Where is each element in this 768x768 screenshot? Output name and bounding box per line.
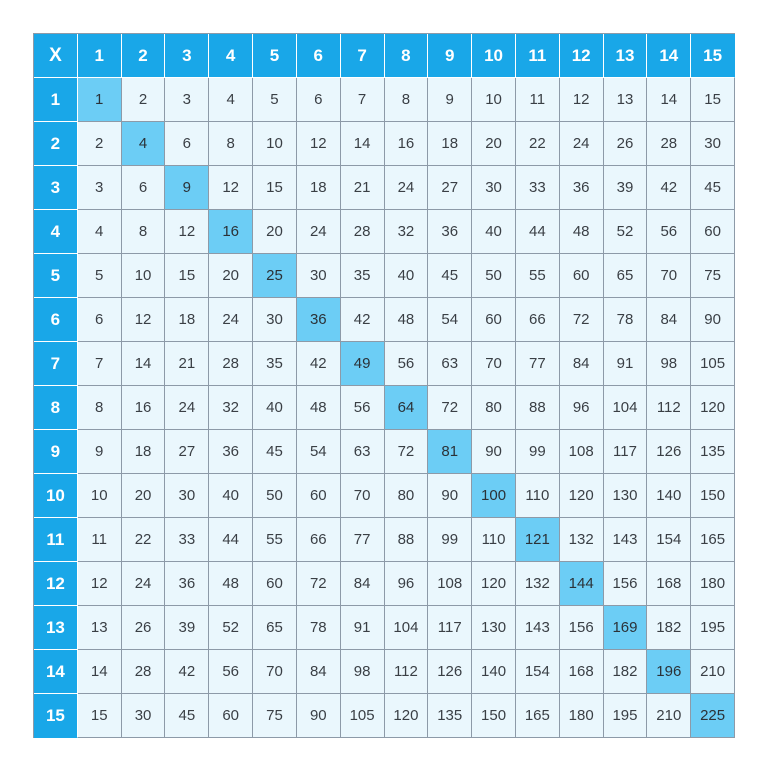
product-cell: 12 <box>78 562 122 606</box>
product-cell: 104 <box>385 606 429 650</box>
product-cell: 8 <box>385 78 429 122</box>
product-cell: 84 <box>297 650 341 694</box>
square-cell: 16 <box>209 210 253 254</box>
multiplication-table <box>33 33 735 738</box>
product-cell: 75 <box>691 254 735 298</box>
product-cell: 96 <box>385 562 429 606</box>
product-cell: 130 <box>472 606 516 650</box>
product-cell: 70 <box>341 474 385 518</box>
product-cell: 28 <box>341 210 385 254</box>
product-cell: 72 <box>385 430 429 474</box>
product-cell: 60 <box>209 694 253 738</box>
square-cell: 64 <box>385 386 429 430</box>
table-row <box>34 606 735 650</box>
product-cell: 8 <box>209 122 253 166</box>
product-cell: 45 <box>428 254 472 298</box>
product-cell: 4 <box>78 210 122 254</box>
product-cell: 36 <box>165 562 209 606</box>
row-header-5: 5 <box>34 254 78 298</box>
product-cell: 6 <box>78 298 122 342</box>
product-cell: 132 <box>560 518 604 562</box>
product-cell: 154 <box>516 650 560 694</box>
product-cell: 84 <box>560 342 604 386</box>
square-cell: 121 <box>516 518 560 562</box>
product-cell: 3 <box>165 78 209 122</box>
product-cell: 105 <box>691 342 735 386</box>
product-cell: 7 <box>78 342 122 386</box>
column-header-14: 14 <box>647 34 691 78</box>
product-cell: 26 <box>122 606 166 650</box>
product-cell: 28 <box>209 342 253 386</box>
product-cell: 5 <box>253 78 297 122</box>
product-cell: 104 <box>604 386 648 430</box>
product-cell: 44 <box>209 518 253 562</box>
product-cell: 40 <box>209 474 253 518</box>
product-cell: 120 <box>691 386 735 430</box>
product-cell: 77 <box>516 342 560 386</box>
table-row <box>34 650 735 694</box>
product-cell: 75 <box>253 694 297 738</box>
product-cell: 126 <box>647 430 691 474</box>
product-cell: 78 <box>604 298 648 342</box>
square-cell: 9 <box>165 166 209 210</box>
product-cell: 156 <box>604 562 648 606</box>
product-cell: 30 <box>253 298 297 342</box>
product-cell: 22 <box>122 518 166 562</box>
product-cell: 54 <box>297 430 341 474</box>
square-cell: 144 <box>560 562 604 606</box>
product-cell: 27 <box>428 166 472 210</box>
product-cell: 56 <box>209 650 253 694</box>
product-cell: 165 <box>691 518 735 562</box>
table-row <box>34 78 735 122</box>
product-cell: 11 <box>78 518 122 562</box>
table-row <box>34 474 735 518</box>
product-cell: 210 <box>691 650 735 694</box>
square-cell: 169 <box>604 606 648 650</box>
product-cell: 56 <box>341 386 385 430</box>
product-cell: 40 <box>253 386 297 430</box>
product-cell: 140 <box>472 650 516 694</box>
product-cell: 42 <box>165 650 209 694</box>
product-cell: 50 <box>253 474 297 518</box>
product-cell: 165 <box>516 694 560 738</box>
product-cell: 140 <box>647 474 691 518</box>
product-cell: 48 <box>560 210 604 254</box>
product-cell: 9 <box>428 78 472 122</box>
square-cell: 4 <box>122 122 166 166</box>
product-cell: 15 <box>253 166 297 210</box>
product-cell: 156 <box>560 606 604 650</box>
product-cell: 30 <box>297 254 341 298</box>
product-cell: 126 <box>428 650 472 694</box>
product-cell: 117 <box>428 606 472 650</box>
product-cell: 90 <box>691 298 735 342</box>
column-header-10: 10 <box>472 34 516 78</box>
product-cell: 91 <box>604 342 648 386</box>
square-cell: 100 <box>472 474 516 518</box>
row-header-11: 11 <box>34 518 78 562</box>
product-cell: 6 <box>122 166 166 210</box>
square-cell: 25 <box>253 254 297 298</box>
product-cell: 60 <box>472 298 516 342</box>
product-cell: 60 <box>691 210 735 254</box>
product-cell: 63 <box>341 430 385 474</box>
product-cell: 72 <box>297 562 341 606</box>
column-header-1: 1 <box>78 34 122 78</box>
product-cell: 6 <box>165 122 209 166</box>
product-cell: 12 <box>560 78 604 122</box>
product-cell: 15 <box>78 694 122 738</box>
product-cell: 55 <box>253 518 297 562</box>
product-cell: 117 <box>604 430 648 474</box>
product-cell: 80 <box>385 474 429 518</box>
product-cell: 120 <box>472 562 516 606</box>
row-header-4: 4 <box>34 210 78 254</box>
row-header-9: 9 <box>34 430 78 474</box>
product-cell: 70 <box>647 254 691 298</box>
product-cell: 65 <box>604 254 648 298</box>
product-cell: 12 <box>297 122 341 166</box>
product-cell: 99 <box>516 430 560 474</box>
product-cell: 210 <box>647 694 691 738</box>
row-header-8: 8 <box>34 386 78 430</box>
product-cell: 52 <box>209 606 253 650</box>
square-cell: 196 <box>647 650 691 694</box>
table-row <box>34 254 735 298</box>
product-cell: 15 <box>691 78 735 122</box>
product-cell: 24 <box>385 166 429 210</box>
column-header-7: 7 <box>341 34 385 78</box>
table-corner-cell: X <box>34 34 78 78</box>
product-cell: 42 <box>647 166 691 210</box>
product-cell: 130 <box>604 474 648 518</box>
product-cell: 24 <box>297 210 341 254</box>
product-cell: 56 <box>385 342 429 386</box>
table-row <box>34 430 735 474</box>
product-cell: 63 <box>428 342 472 386</box>
product-cell: 70 <box>253 650 297 694</box>
product-cell: 84 <box>647 298 691 342</box>
product-cell: 154 <box>647 518 691 562</box>
product-cell: 35 <box>341 254 385 298</box>
product-cell: 55 <box>516 254 560 298</box>
table-row <box>34 166 735 210</box>
row-header-10: 10 <box>34 474 78 518</box>
product-cell: 20 <box>472 122 516 166</box>
product-cell: 20 <box>253 210 297 254</box>
column-header-5: 5 <box>253 34 297 78</box>
product-cell: 50 <box>472 254 516 298</box>
product-cell: 180 <box>691 562 735 606</box>
product-cell: 32 <box>385 210 429 254</box>
product-cell: 30 <box>122 694 166 738</box>
product-cell: 26 <box>604 122 648 166</box>
product-cell: 110 <box>516 474 560 518</box>
product-cell: 45 <box>691 166 735 210</box>
product-cell: 90 <box>297 694 341 738</box>
product-cell: 24 <box>165 386 209 430</box>
product-cell: 30 <box>691 122 735 166</box>
product-cell: 10 <box>78 474 122 518</box>
column-header-15: 15 <box>691 34 735 78</box>
product-cell: 16 <box>385 122 429 166</box>
column-header-3: 3 <box>165 34 209 78</box>
product-cell: 36 <box>209 430 253 474</box>
product-cell: 99 <box>428 518 472 562</box>
product-cell: 90 <box>472 430 516 474</box>
column-header-12: 12 <box>560 34 604 78</box>
product-cell: 3 <box>78 166 122 210</box>
square-cell: 1 <box>78 78 122 122</box>
product-cell: 8 <box>122 210 166 254</box>
product-cell: 135 <box>428 694 472 738</box>
table-row <box>34 562 735 606</box>
product-cell: 33 <box>516 166 560 210</box>
product-cell: 20 <box>209 254 253 298</box>
product-cell: 182 <box>647 606 691 650</box>
table-row <box>34 122 735 166</box>
table-row <box>34 298 735 342</box>
product-cell: 48 <box>209 562 253 606</box>
product-cell: 39 <box>165 606 209 650</box>
product-cell: 39 <box>604 166 648 210</box>
row-header-3: 3 <box>34 166 78 210</box>
product-cell: 8 <box>78 386 122 430</box>
product-cell: 35 <box>253 342 297 386</box>
product-cell: 105 <box>341 694 385 738</box>
product-cell: 80 <box>472 386 516 430</box>
row-header-13: 13 <box>34 606 78 650</box>
square-cell: 225 <box>691 694 735 738</box>
product-cell: 90 <box>428 474 472 518</box>
product-cell: 66 <box>516 298 560 342</box>
product-cell: 15 <box>165 254 209 298</box>
product-cell: 143 <box>604 518 648 562</box>
product-cell: 98 <box>647 342 691 386</box>
product-cell: 45 <box>165 694 209 738</box>
column-header-8: 8 <box>385 34 429 78</box>
table-container <box>33 33 735 735</box>
product-cell: 18 <box>122 430 166 474</box>
product-cell: 2 <box>122 78 166 122</box>
product-cell: 110 <box>472 518 516 562</box>
table-row <box>34 694 735 738</box>
product-cell: 16 <box>122 386 166 430</box>
product-cell: 60 <box>297 474 341 518</box>
product-cell: 54 <box>428 298 472 342</box>
square-cell: 49 <box>341 342 385 386</box>
product-cell: 10 <box>253 122 297 166</box>
column-header-9: 9 <box>428 34 472 78</box>
product-cell: 40 <box>385 254 429 298</box>
row-header-14: 14 <box>34 650 78 694</box>
product-cell: 88 <box>385 518 429 562</box>
row-header-6: 6 <box>34 298 78 342</box>
table-header-row <box>34 34 735 78</box>
product-cell: 56 <box>647 210 691 254</box>
table-row <box>34 210 735 254</box>
product-cell: 14 <box>341 122 385 166</box>
product-cell: 11 <box>516 78 560 122</box>
product-cell: 195 <box>691 606 735 650</box>
product-cell: 60 <box>560 254 604 298</box>
product-cell: 24 <box>209 298 253 342</box>
product-cell: 22 <box>516 122 560 166</box>
product-cell: 112 <box>385 650 429 694</box>
product-cell: 12 <box>165 210 209 254</box>
column-header-6: 6 <box>297 34 341 78</box>
product-cell: 77 <box>341 518 385 562</box>
product-cell: 27 <box>165 430 209 474</box>
product-cell: 150 <box>691 474 735 518</box>
table-row <box>34 518 735 562</box>
product-cell: 12 <box>209 166 253 210</box>
product-cell: 42 <box>341 298 385 342</box>
product-cell: 108 <box>560 430 604 474</box>
product-cell: 14 <box>78 650 122 694</box>
product-cell: 40 <box>472 210 516 254</box>
row-header-7: 7 <box>34 342 78 386</box>
product-cell: 36 <box>560 166 604 210</box>
product-cell: 52 <box>604 210 648 254</box>
product-cell: 96 <box>560 386 604 430</box>
product-cell: 45 <box>253 430 297 474</box>
product-cell: 10 <box>472 78 516 122</box>
product-cell: 13 <box>604 78 648 122</box>
product-cell: 4 <box>209 78 253 122</box>
product-cell: 13 <box>78 606 122 650</box>
square-cell: 36 <box>297 298 341 342</box>
column-header-11: 11 <box>516 34 560 78</box>
product-cell: 18 <box>165 298 209 342</box>
product-cell: 108 <box>428 562 472 606</box>
product-cell: 18 <box>428 122 472 166</box>
row-header-12: 12 <box>34 562 78 606</box>
product-cell: 21 <box>165 342 209 386</box>
product-cell: 182 <box>604 650 648 694</box>
product-cell: 135 <box>691 430 735 474</box>
product-cell: 66 <box>297 518 341 562</box>
product-cell: 14 <box>122 342 166 386</box>
product-cell: 24 <box>560 122 604 166</box>
product-cell: 48 <box>385 298 429 342</box>
product-cell: 88 <box>516 386 560 430</box>
column-header-13: 13 <box>604 34 648 78</box>
product-cell: 32 <box>209 386 253 430</box>
product-cell: 132 <box>516 562 560 606</box>
product-cell: 10 <box>122 254 166 298</box>
product-cell: 168 <box>560 650 604 694</box>
table-row <box>34 386 735 430</box>
product-cell: 112 <box>647 386 691 430</box>
product-cell: 36 <box>428 210 472 254</box>
product-cell: 7 <box>341 78 385 122</box>
product-cell: 9 <box>78 430 122 474</box>
product-cell: 70 <box>472 342 516 386</box>
product-cell: 78 <box>297 606 341 650</box>
product-cell: 20 <box>122 474 166 518</box>
product-cell: 42 <box>297 342 341 386</box>
product-cell: 91 <box>341 606 385 650</box>
product-cell: 98 <box>341 650 385 694</box>
column-header-4: 4 <box>209 34 253 78</box>
product-cell: 5 <box>78 254 122 298</box>
row-header-15: 15 <box>34 694 78 738</box>
product-cell: 6 <box>297 78 341 122</box>
product-cell: 44 <box>516 210 560 254</box>
product-cell: 120 <box>560 474 604 518</box>
product-cell: 143 <box>516 606 560 650</box>
row-header-2: 2 <box>34 122 78 166</box>
product-cell: 120 <box>385 694 429 738</box>
row-header-1: 1 <box>34 78 78 122</box>
product-cell: 48 <box>297 386 341 430</box>
column-header-2: 2 <box>122 34 166 78</box>
product-cell: 84 <box>341 562 385 606</box>
product-cell: 12 <box>122 298 166 342</box>
product-cell: 168 <box>647 562 691 606</box>
product-cell: 33 <box>165 518 209 562</box>
square-cell: 81 <box>428 430 472 474</box>
product-cell: 30 <box>165 474 209 518</box>
product-cell: 72 <box>560 298 604 342</box>
product-cell: 180 <box>560 694 604 738</box>
product-cell: 21 <box>341 166 385 210</box>
product-cell: 14 <box>647 78 691 122</box>
product-cell: 30 <box>472 166 516 210</box>
product-cell: 72 <box>428 386 472 430</box>
product-cell: 28 <box>122 650 166 694</box>
product-cell: 60 <box>253 562 297 606</box>
table-row <box>34 342 735 386</box>
product-cell: 65 <box>253 606 297 650</box>
product-cell: 150 <box>472 694 516 738</box>
product-cell: 2 <box>78 122 122 166</box>
product-cell: 24 <box>122 562 166 606</box>
product-cell: 28 <box>647 122 691 166</box>
product-cell: 18 <box>297 166 341 210</box>
product-cell: 195 <box>604 694 648 738</box>
